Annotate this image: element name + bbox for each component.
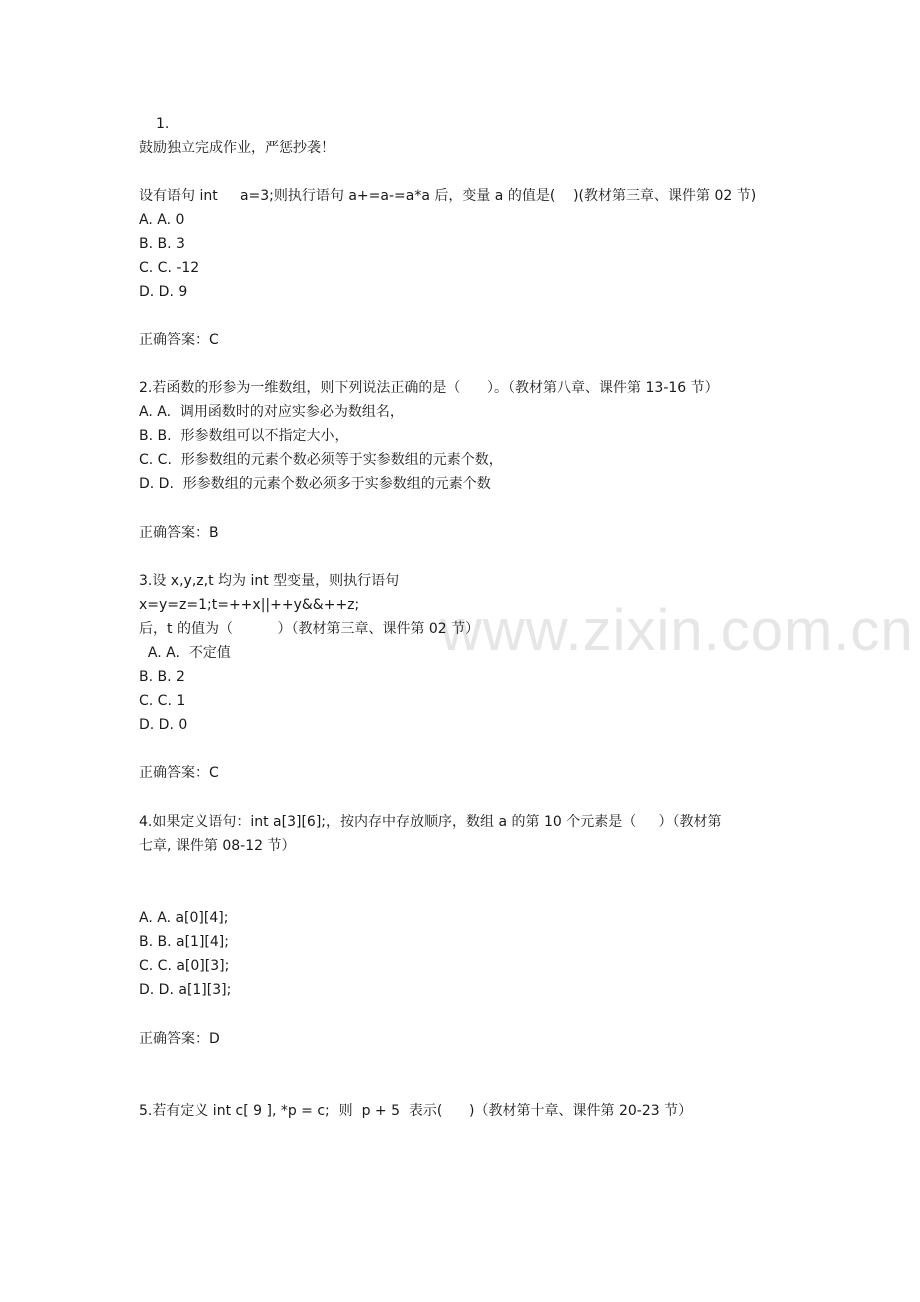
question-1-option-b: B. B. 3 <box>139 236 185 252</box>
question-4-option-c: C. C. a[0][3]; <box>139 958 230 974</box>
answer-value: B <box>209 525 219 541</box>
question-4-option-b: B. B. a[1][4]; <box>139 934 229 950</box>
question-1-option-d: D. D. 9 <box>139 284 188 300</box>
question-2-answer <box>139 523 219 543</box>
question-3-option-b: B. B. 2 <box>139 669 185 685</box>
question-3-stem-line-1: 3.设 x,y,z,t 均为 int 型变量，则执行语句 <box>139 573 400 589</box>
answer-label: 正确答案： <box>139 332 209 348</box>
question-2-option-c: C. C. 形参数组的元素个数必须等于实参数组的元素个数， <box>139 452 503 468</box>
question-4-answer <box>139 1029 220 1049</box>
question-3-option-c: C. C. 1 <box>139 693 186 709</box>
question-1-stem: 设有语句 int a=3;则执行语句 a+=a-=a*a 后，变量 a 的值是( )(教材第三章、课件第 02 节) <box>139 188 757 204</box>
question-1-answer <box>139 330 219 350</box>
question-5-stem: 5.若有定义 int c[ 9 ], *p = c; 则 p + 5 表示( )（教材第十章、课件第 20-23 节） <box>139 1103 693 1119</box>
answer-value: D <box>209 1031 220 1047</box>
question-3-stem-line-3: 后，t 的值为（ ）（教材第三章、课件第 02 节） <box>139 621 480 637</box>
question-2-option-a: A. A. 调用函数时的对应实参必为数组名， <box>139 404 404 420</box>
question-3-option-a: A. A. 不定值 <box>139 645 231 661</box>
question-3-answer <box>139 763 219 783</box>
question-1-option-a: A. A. 0 <box>139 212 185 228</box>
question-2-option-d: D. D. 形参数组的元素个数必须多于实参数组的元素个数 <box>139 476 491 492</box>
question-2-option-b: B. B. 形参数组可以不指定大小， <box>139 428 349 444</box>
question-4-stem-line-2: 七章, 课件第 08-12 节） <box>139 838 296 854</box>
question-1-option-c: C. C. -12 <box>139 260 200 276</box>
question-4-stem-line-1: 4.如果定义语句：int a[3][6];，按内存中存放顺序，数组 a 的第 10 个元素是（ ）（教材第 <box>139 814 722 830</box>
answer-value: C <box>209 765 219 781</box>
question-2-stem: 2.若函数的形参为一维数组，则下列说法正确的是（ ）。（教材第八章、课件第 13-16 节） <box>139 380 719 396</box>
answer-label: 正确答案： <box>139 1031 209 1047</box>
motto: 鼓励独立完成作业，严惩抄袭！ <box>139 140 335 156</box>
question-number: 1. <box>156 116 170 132</box>
question-4-option-a: A. A. a[0][4]; <box>139 910 229 926</box>
question-4-option-d: D. D. a[1][3]; <box>139 982 232 998</box>
question-3-stem-line-2: x=y=z=1;t=++x||++y&&++z; <box>139 597 360 613</box>
answer-label: 正确答案： <box>139 525 209 541</box>
watermark: www.zixin.com.cn <box>440 598 914 663</box>
question-3-option-d: D. D. 0 <box>139 717 188 733</box>
answer-label: 正确答案： <box>139 765 209 781</box>
answer-value: C <box>209 332 219 348</box>
